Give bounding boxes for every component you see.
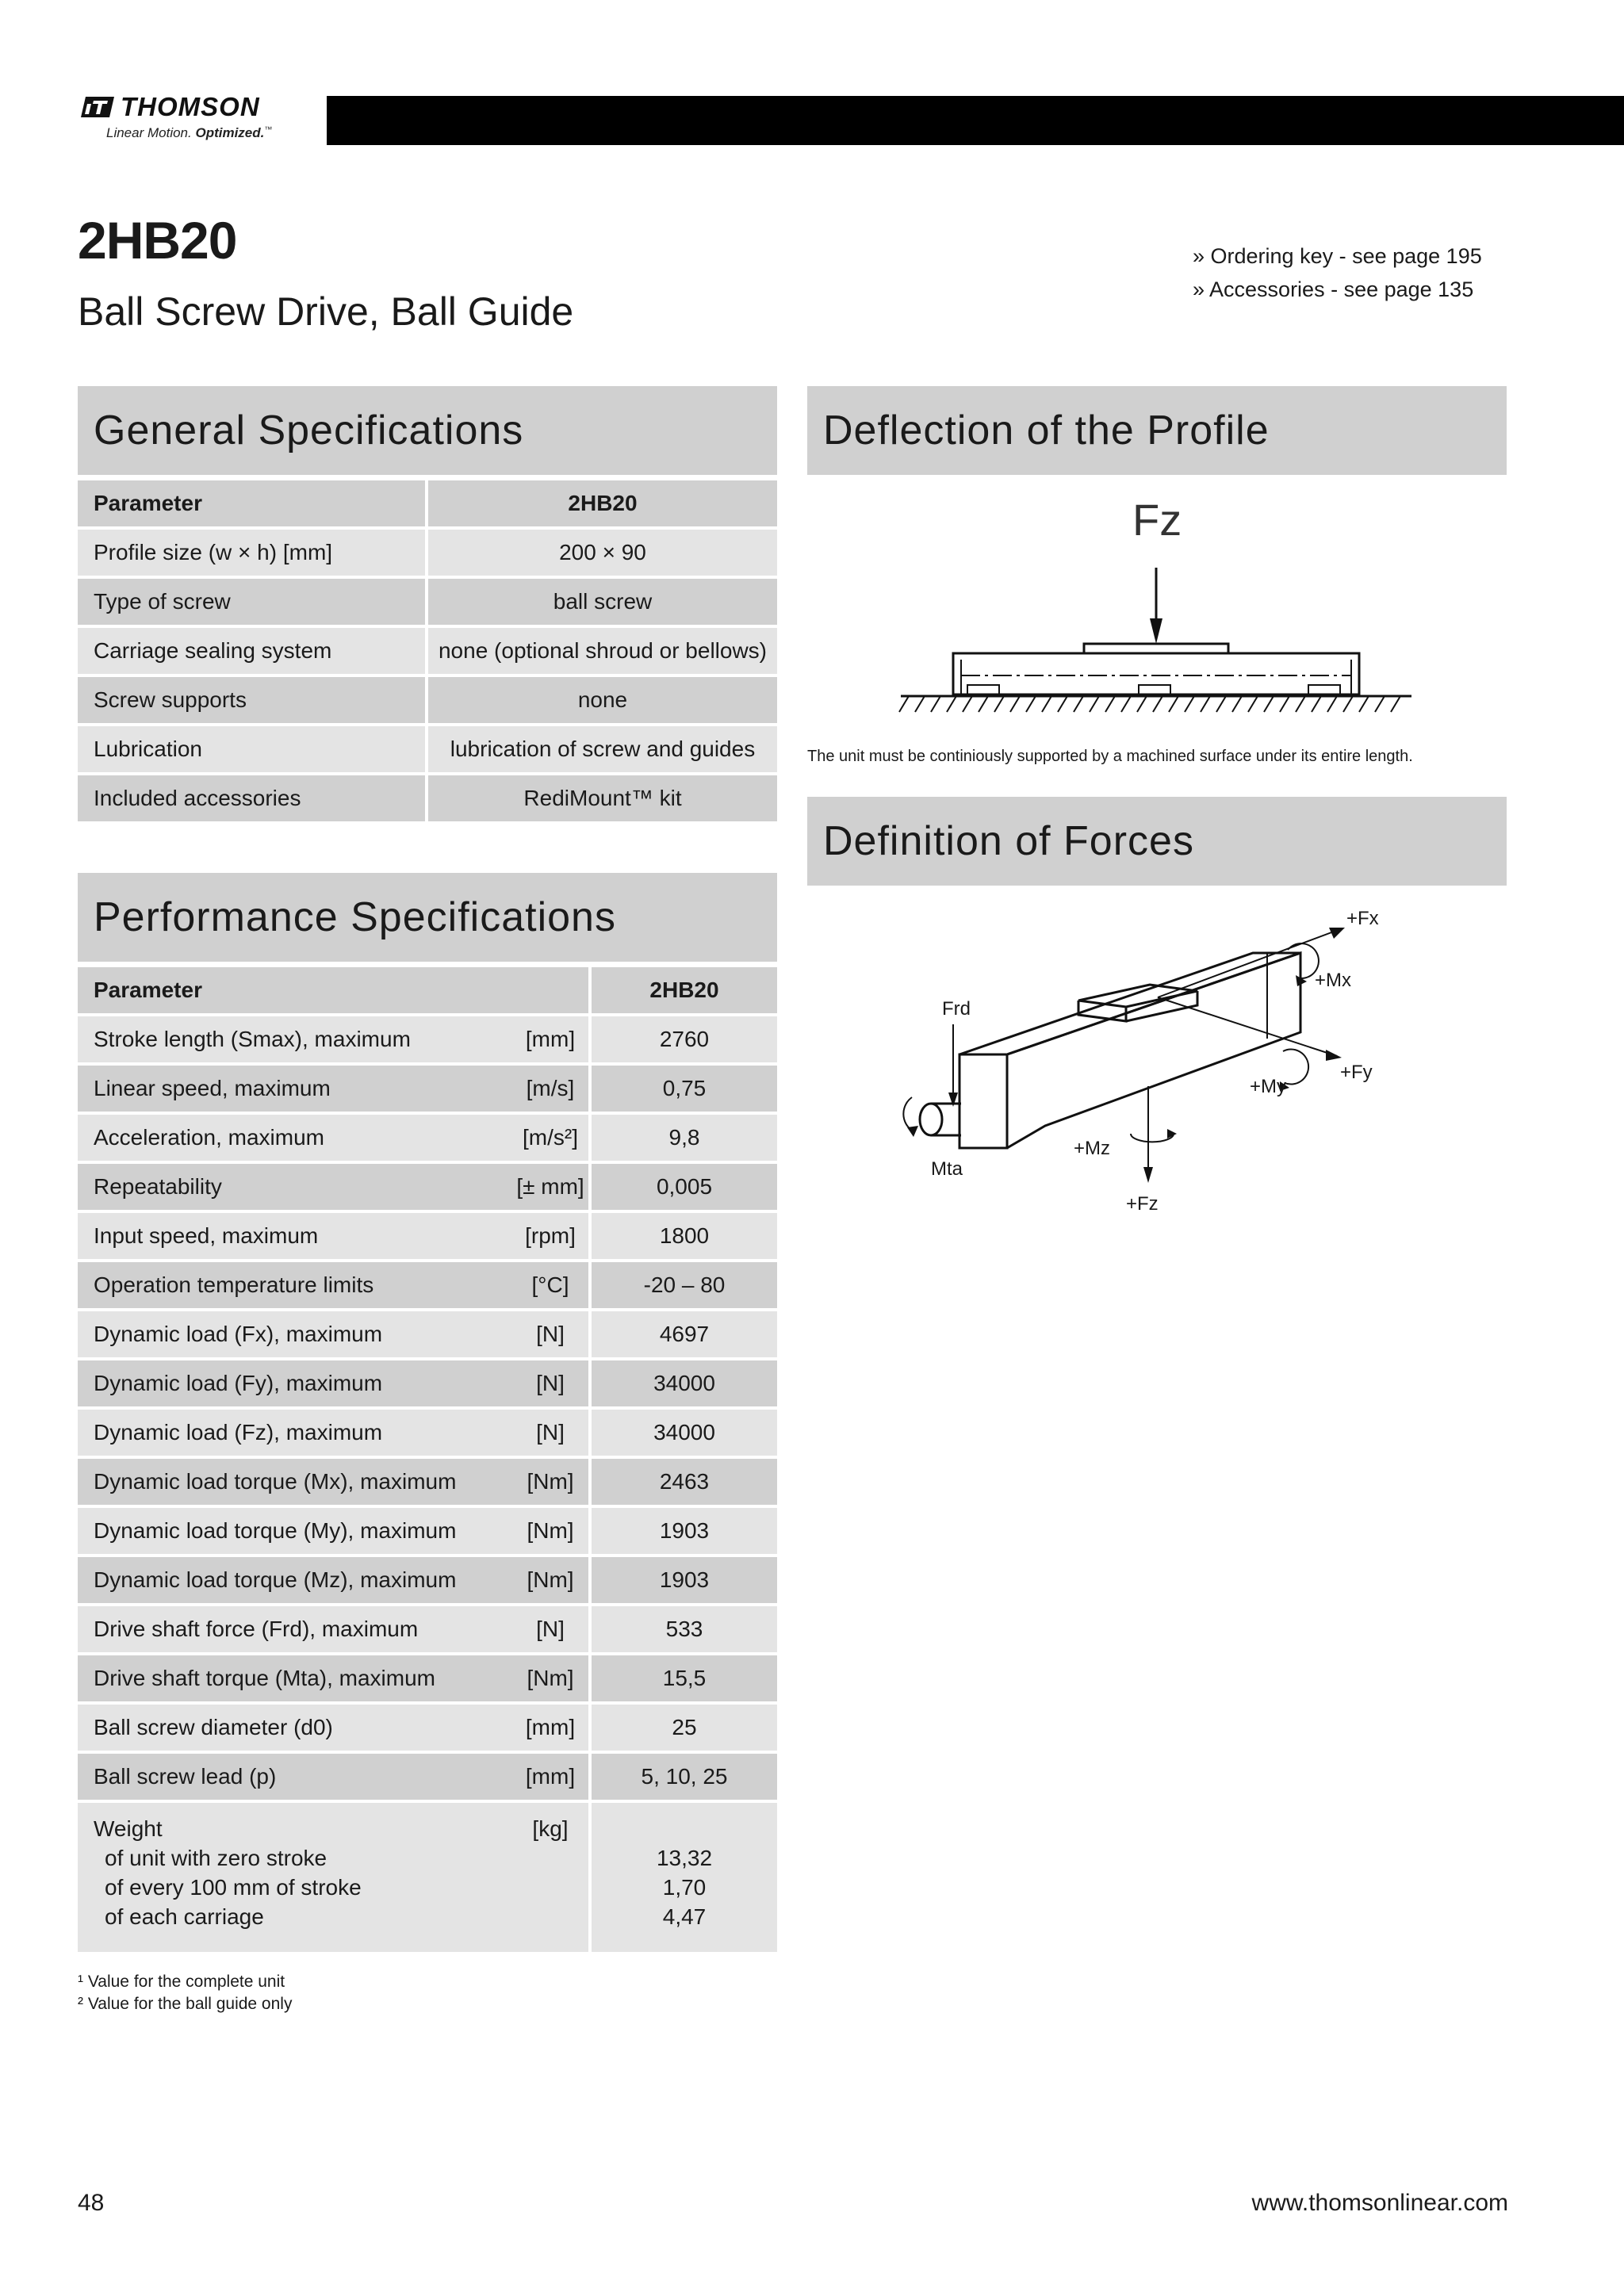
- value-cell: 2463: [588, 1459, 777, 1505]
- weight-value: 1,70: [662, 1875, 707, 1900]
- param-cell: Lubrication: [78, 726, 425, 772]
- param-cell: Linear speed, maximum: [78, 1066, 512, 1112]
- table-header-row: [78, 480, 777, 526]
- forces-diagram: [888, 896, 1427, 1229]
- unit-cell: [m/s²]: [512, 1115, 588, 1161]
- table-row-weight: [78, 1803, 777, 1952]
- value-cell: 5, 10, 25: [588, 1754, 777, 1800]
- table-row: [78, 1410, 777, 1456]
- param-cell: Dynamic load (Fy), maximum: [78, 1360, 512, 1406]
- value-cell: 4697: [588, 1311, 777, 1357]
- unit-cell: [Nm]: [512, 1508, 588, 1554]
- param-cell: Dynamic load (Fz), maximum: [78, 1410, 512, 1456]
- table-row: [78, 1508, 777, 1554]
- brand-tagline: Linear Motion. Optimized.™: [106, 125, 273, 140]
- param-cell: Dynamic load torque (Mz), maximum: [78, 1557, 512, 1603]
- unit-cell: [± mm]: [512, 1164, 588, 1210]
- header-cell: [512, 967, 588, 1013]
- param-cell: Ball screw diameter (d0): [78, 1705, 512, 1751]
- table-row: [78, 1459, 777, 1505]
- mta-rotation-icon: [907, 1126, 918, 1137]
- deflection-force-label: Fz: [1132, 495, 1182, 545]
- value-cell: ball screw: [425, 579, 777, 625]
- fx-arrow-icon: [1329, 928, 1345, 939]
- table-row: [78, 1262, 777, 1308]
- deflection-note: The unit must be continiously supported by a machined surface under its entire length.: [807, 748, 1413, 765]
- footnote: ² Value for the ball guide only: [78, 1995, 293, 2013]
- value-cell: [588, 1803, 777, 1952]
- fz-arrow-icon: [1143, 1167, 1153, 1183]
- value-cell: 0,005: [588, 1164, 777, 1210]
- table-row: [78, 530, 777, 576]
- param-cell: Operation temperature limits: [78, 1262, 512, 1308]
- param-cell: Drive shaft force (Frd), maximum: [78, 1606, 512, 1652]
- value-cell: RediMount™ kit: [425, 775, 777, 821]
- fy-label: +Fy: [1340, 1062, 1373, 1083]
- unit-cell: [rpm]: [512, 1213, 588, 1259]
- product-subtitle: Ball Screw Drive, Ball Guide: [78, 289, 574, 334]
- param-cell: Dynamic load torque (My), maximum: [78, 1508, 512, 1554]
- thomson-emblem-icon: [78, 95, 116, 119]
- unit-cell: [mm]: [512, 1016, 588, 1062]
- table-row: [78, 1754, 777, 1800]
- my-label: +My: [1250, 1076, 1287, 1097]
- param-cell: Acceleration, maximum: [78, 1115, 512, 1161]
- unit-cell: [N]: [512, 1360, 588, 1406]
- value-cell: -20 – 80: [588, 1262, 777, 1308]
- table-row: [78, 1606, 777, 1652]
- param-cell: Drive shaft torque (Mta), maximum: [78, 1655, 512, 1701]
- value-cell: 1903: [588, 1508, 777, 1554]
- table-row: [78, 1311, 777, 1357]
- weight-label: Weight: [94, 1816, 163, 1841]
- weight-value: 13,32: [656, 1846, 713, 1870]
- unit-cell: [m/s]: [512, 1066, 588, 1112]
- frd-label: Frd: [942, 998, 971, 1020]
- value-cell: 15,5: [588, 1655, 777, 1701]
- general-spec-heading: General Specifications: [78, 386, 777, 475]
- param-cell: Carriage sealing system: [78, 628, 425, 674]
- performance-spec-heading: Performance Specifications: [78, 873, 777, 962]
- mz-label: +Mz: [1074, 1138, 1111, 1159]
- header-cell: Parameter: [78, 967, 512, 1013]
- param-cell: Type of screw: [78, 579, 425, 625]
- ordering-key-link[interactable]: » Ordering key - see page 195: [1193, 244, 1482, 268]
- unit-cell: [mm]: [512, 1754, 588, 1800]
- reference-links: [1193, 239, 1482, 306]
- unit-cell: [N]: [512, 1311, 588, 1357]
- table-row: [78, 677, 777, 723]
- fz-label: +Fz: [1126, 1193, 1159, 1215]
- param-cell: Stroke length (Smax), maximum: [78, 1016, 512, 1062]
- table-row: [78, 1655, 777, 1701]
- unit-cell: [N]: [512, 1606, 588, 1652]
- value-cell: 1903: [588, 1557, 777, 1603]
- weight-sub-label: of unit with zero stroke: [105, 1846, 327, 1870]
- table-row: [78, 1066, 777, 1112]
- table-row: [78, 775, 777, 821]
- website-link[interactable]: www.thomsonlinear.com: [1251, 2190, 1508, 2216]
- value-cell: 34000: [588, 1360, 777, 1406]
- param-cell: Repeatability: [78, 1164, 512, 1210]
- param-cell: Ball screw lead (p): [78, 1754, 512, 1800]
- param-cell: Dynamic load torque (Mx), maximum: [78, 1459, 512, 1505]
- weight-sub-label: of every 100 mm of stroke: [105, 1875, 362, 1900]
- brand-name: THOMSON: [121, 92, 260, 121]
- product-code: 2HB20: [78, 211, 237, 270]
- value-cell: 34000: [588, 1410, 777, 1456]
- unit-cell: [N]: [512, 1410, 588, 1456]
- page-number: 48: [78, 2190, 105, 2216]
- unit-cell: [Nm]: [512, 1557, 588, 1603]
- table-row: [78, 1705, 777, 1751]
- general-spec-table: [78, 477, 777, 825]
- param-cell: Screw supports: [78, 677, 425, 723]
- deflection-diagram: [896, 492, 1435, 729]
- arrow-down-icon: [1150, 618, 1162, 644]
- param-cell: Input speed, maximum: [78, 1213, 512, 1259]
- table-row: [78, 1164, 777, 1210]
- footnote: ¹ Value for the complete unit: [78, 1973, 285, 1991]
- table-row: [78, 1016, 777, 1062]
- header-cell: 2HB20: [588, 967, 777, 1013]
- table-row: [78, 1557, 777, 1603]
- table-row: [78, 1360, 777, 1406]
- accessories-link[interactable]: » Accessories - see page 135: [1193, 277, 1474, 301]
- mta-label: Mta: [931, 1158, 963, 1180]
- header-cell: Parameter: [78, 480, 425, 526]
- performance-spec-table: [78, 964, 777, 1955]
- fx-label: +Fx: [1346, 908, 1379, 929]
- table-header-row: [78, 967, 777, 1013]
- value-cell: 1800: [588, 1213, 777, 1259]
- param-cell: Profile size (w × h) [mm]: [78, 530, 425, 576]
- value-cell: none: [425, 677, 777, 723]
- thomson-logo: [78, 92, 284, 147]
- param-cell: Dynamic load (Fx), maximum: [78, 1311, 512, 1357]
- header-cell: 2HB20: [425, 480, 777, 526]
- table-row: [78, 726, 777, 772]
- value-cell: lubrication of screw and guides: [425, 726, 777, 772]
- table-row: [78, 1115, 777, 1161]
- weight-value: 4,47: [662, 1904, 707, 1929]
- unit-cell: [Nm]: [512, 1655, 588, 1701]
- param-cell: [78, 1803, 512, 1952]
- footnotes: [78, 1971, 292, 2015]
- mx-label: +Mx: [1315, 970, 1352, 991]
- header-bar: [327, 96, 1624, 145]
- value-cell: none (optional shroud or bellows): [425, 628, 777, 674]
- param-cell: Included accessories: [78, 775, 425, 821]
- value-cell: 533: [588, 1606, 777, 1652]
- unit-cell: [Nm]: [512, 1459, 588, 1505]
- unit-cell: [°C]: [512, 1262, 588, 1308]
- value-cell: 25: [588, 1705, 777, 1751]
- table-row: [78, 579, 777, 625]
- weight-unit: [kg]: [532, 1816, 569, 1841]
- unit-cell: [512, 1803, 588, 1952]
- table-row: [78, 1213, 777, 1259]
- table-row: [78, 628, 777, 674]
- forces-heading: Definition of Forces: [807, 797, 1507, 886]
- fy-arrow-icon: [1326, 1050, 1342, 1061]
- value-cell: 0,75: [588, 1066, 777, 1112]
- value-cell: 9,8: [588, 1115, 777, 1161]
- value-cell: 200 × 90: [425, 530, 777, 576]
- unit-cell: [mm]: [512, 1705, 588, 1751]
- weight-sub-label: of each carriage: [105, 1904, 264, 1929]
- value-cell: 2760: [588, 1016, 777, 1062]
- deflection-heading: Deflection of the Profile: [807, 386, 1507, 475]
